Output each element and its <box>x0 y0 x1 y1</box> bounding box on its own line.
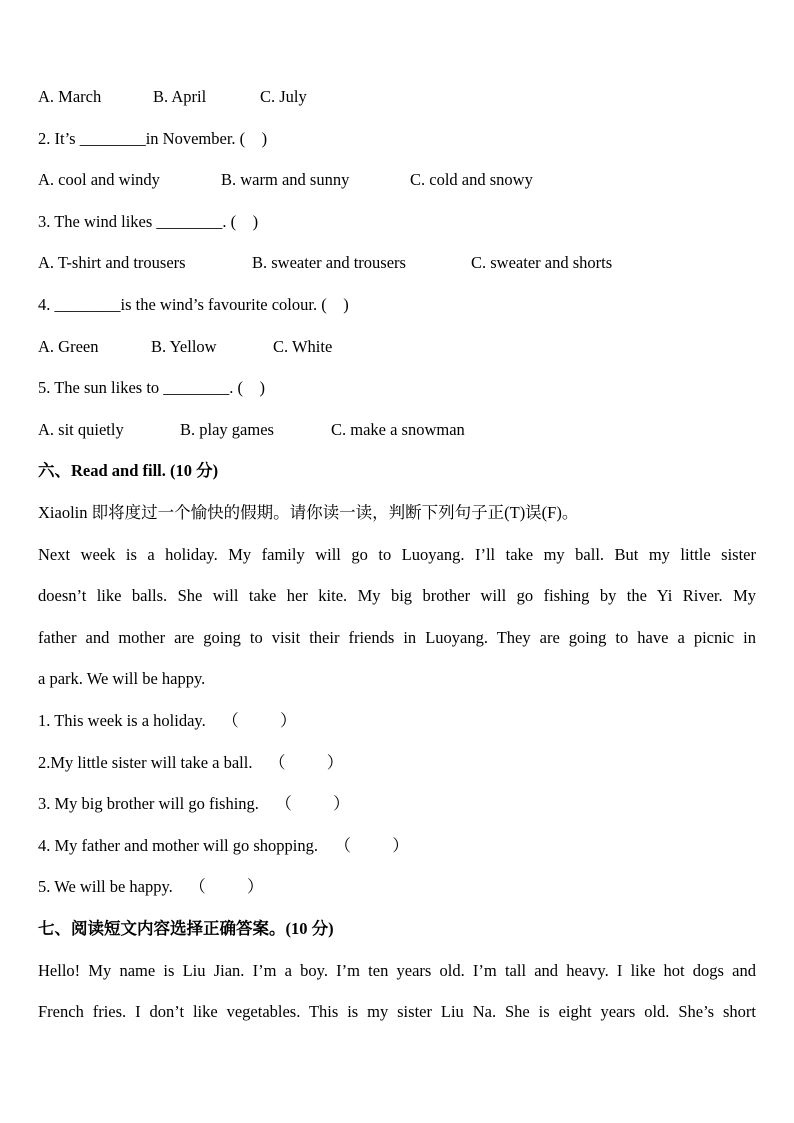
section6-item: 4. My father and mother will go shopping. （ ） <box>38 836 409 855</box>
section6-item: 3. My big brother will go fishing. （ ） <box>38 794 350 813</box>
q2-option-a: A. cool and windy <box>38 170 160 189</box>
q4-stem: 4. ________is the wind’s favourite colour. ( ) <box>38 295 349 314</box>
q1-option-b: B. April <box>153 87 207 106</box>
q2-option-c: C. cold and snowy <box>410 170 533 189</box>
q2-stem: 2. It’s ________in November. ( ) <box>38 129 268 148</box>
section6-instruction: Xiaolin 即将度过一个愉快的假期。请你读一读，判断下列句子正(T)误(F)。 <box>38 503 579 522</box>
q3-option-c: C. sweater and shorts <box>471 253 613 272</box>
section6-passage-line: father and mother are going to visit their friends in Luoyang. They are going to have a picnic in <box>38 628 756 647</box>
section6-title: 六、Read and fill. (10 分) <box>38 461 219 480</box>
section6-item: 2.My little sister will take a ball. （ ） <box>38 753 344 772</box>
section6-passage-line: a park. We will be happy. <box>38 669 206 688</box>
section6-passage-line: Next week is a holiday. My family will go to Luoyang. I’ll take my ball. But my little sister <box>38 545 756 564</box>
q4-option-c: C. White <box>273 337 333 356</box>
q5-option-b: B. play games <box>180 420 274 439</box>
section6-passage-line: doesn’t like balls. She will take her kite. My big brother will go fishing by the Yi River. My <box>38 586 756 605</box>
q3-option-b: B. sweater and trousers <box>252 253 406 272</box>
section6-item: 5. We will be happy. （ ） <box>38 877 264 896</box>
q1-option-a: A. March <box>38 87 102 106</box>
q3-option-a: A. T-shirt and trousers <box>38 253 186 272</box>
q5-option-c: C. make a snowman <box>331 420 465 439</box>
q4-option-a: A. Green <box>38 337 99 356</box>
section7-passage-line: French fries. I don’t like vegetables. This is my sister Liu Na. She is eight years old. She’s short <box>38 1002 756 1021</box>
q4-option-b: B. Yellow <box>151 337 217 356</box>
section6-item: 1. This week is a holiday. （ ） <box>38 711 297 730</box>
q5-option-a: A. sit quietly <box>38 420 124 439</box>
section7-title: 七、阅读短文内容选择正确答案。(10 分) <box>38 919 334 938</box>
q3-stem: 3. The wind likes ________. ( ) <box>38 212 259 231</box>
q2-option-b: B. warm and sunny <box>221 170 350 189</box>
section7-passage-line: Hello! My name is Liu Jian. I’m a boy. I’m ten years old. I’m tall and heavy. I like hot dogs and <box>38 961 756 980</box>
q5-stem: 5. The sun likes to ________. ( ) <box>38 378 266 397</box>
q1-option-c: C. July <box>260 87 307 106</box>
